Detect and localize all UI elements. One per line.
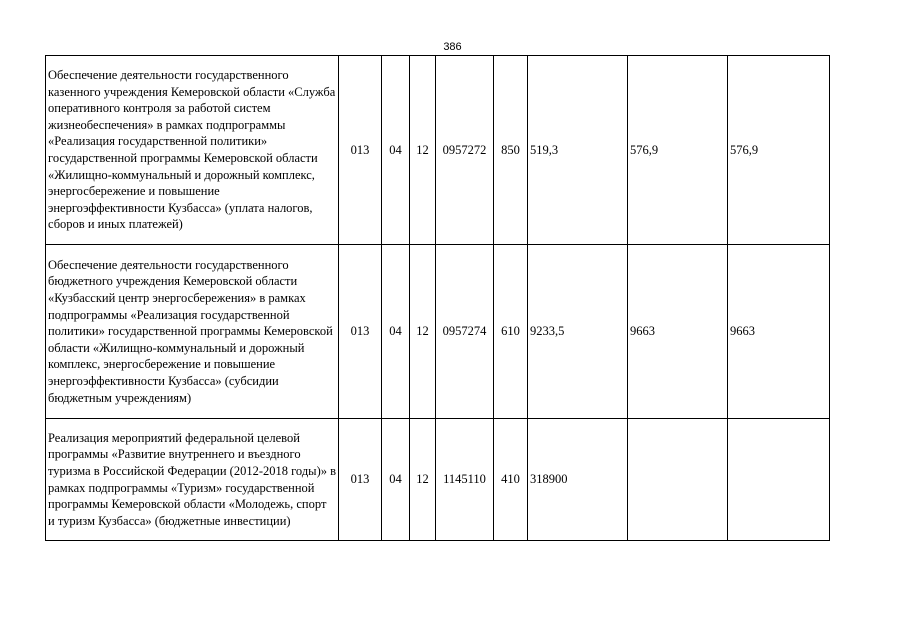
- row-description: Обеспечение деятельности государственного казенного учреждения Кемеровской области «Служба оперативного контроля за работой систем жизнеобеспечения» в рамках подпрограммы «Реализация государственной политики» государственной программы Кемеровской области «Жилищно-коммунальный и дорожный комплекс, энергосбережение и повышение энергоэффективности Кузбасса» (уплата налогов, сборов и иных платежей): [46, 56, 339, 245]
- amount-year-2: [628, 419, 728, 541]
- budget-table: [45, 55, 830, 541]
- table-row: [46, 56, 830, 245]
- amount-year-1: 318900: [528, 419, 628, 541]
- amount-year-1: 519,3: [528, 56, 628, 245]
- amount-year-3: [728, 419, 830, 541]
- amount-year-3: 9663: [728, 245, 830, 419]
- section-code: 04: [382, 245, 410, 419]
- amount-year-3: 576,9: [728, 56, 830, 245]
- ministry-code: 013: [339, 56, 382, 245]
- target-article-code: 0957272: [436, 56, 494, 245]
- expense-type-code: 850: [494, 56, 528, 245]
- ministry-code: 013: [339, 245, 382, 419]
- subsection-code: 12: [410, 56, 436, 245]
- expense-type-code: 410: [494, 419, 528, 541]
- target-article-code: 0957274: [436, 245, 494, 419]
- row-description: Обеспечение деятельности государственного бюджетного учреждения Кемеровской области «Кузбасский центр энергосбережения» в рамках подпрограммы «Реализация государственной политики» государственной программы Кемеровской области «Жилищно-коммунальный и дорожный комплекс, энергосбережение и повышение энергоэффективности Кузбасса» (субсидии бюджетным учреждениям): [46, 245, 339, 419]
- row-description: Реализация мероприятий федеральной целевой программы «Развитие внутреннего и въездного туризма в Российской Федерации (2012-2018 годы)» в рамках подпрограммы «Туризм» государственной программы Кемеровской области «Молодежь, спорт и туризм Кузбасса» (бюджетные инвестиции): [46, 419, 339, 541]
- page-number: 386: [443, 41, 462, 53]
- amount-year-2: 9663: [628, 245, 728, 419]
- amount-year-1: 9233,5: [528, 245, 628, 419]
- section-code: 04: [382, 419, 410, 541]
- expense-type-code: 610: [494, 245, 528, 419]
- subsection-code: 12: [410, 245, 436, 419]
- section-code: 04: [382, 56, 410, 245]
- subsection-code: 12: [410, 419, 436, 541]
- amount-year-2: 576,9: [628, 56, 728, 245]
- ministry-code: 013: [339, 419, 382, 541]
- target-article-code: 1145110: [436, 419, 494, 541]
- table-row: [46, 419, 830, 541]
- table-row: [46, 245, 830, 419]
